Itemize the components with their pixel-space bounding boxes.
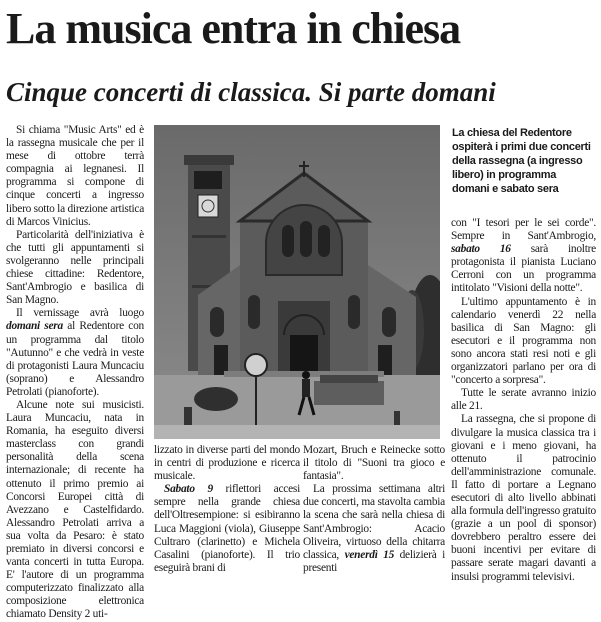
paragraph bbox=[154, 483, 300, 575]
paragraph: Si chiama "Music Arts" ed è la rassegna musicale che per il mese di ottobre terrà compagnia ai legnanesi. Il programma si compone di cinque concerti a ingresso libero sotto la direzione artistica di Marcos Vinicius. bbox=[6, 124, 145, 228]
text-run: riflettori accesi sempre nella grande chiesa dell'Oltresempione: si esibiranno Luca Maggioni (viola), Giuseppe Cultraro (clarinetto) e Michela Casalini (pianoforte). Il trio eseguirà brani di bbox=[154, 483, 300, 574]
paragraph: Mozart, Bruch e Reinecke sotto il titolo di "Suoni tra gioco e fantasia". bbox=[303, 444, 445, 483]
paragraph: Alcune note sui musicisti. Laura Muncaciu, nata in Romania, ha eseguito diversi masterclass con grandi personalità della scena internazionale; di recente ha ottenuto il primo premio ai Concorsi Europei città di Avezzano e Castelfidardo. Alessandro Petrolati arriva a sua volta da Pesaro: è stato premiato in diversi concorsi e vanta concerti in tutta Europa. E' l'autore di un programma computerizzato finalizzato alla composizione elettronica chiamato Density 2 uti- bbox=[6, 398, 144, 621]
paragraph: La rassegna, che si propone di divulgare la musica classica tra i giovani e i meno giovani, ha ottenuto il patrocinio dell'amministrazione comunale. Il fatto di portare a Legnano esecutori di alto livello abbinati alla formula dell'ingresso gratuito (grazie a un pool di sponsor) dovrebbero peraltro essere dei buoni incentivi per evitare di passare serate magari davanti a insulsi programmi televisivi. bbox=[451, 413, 596, 583]
emphasis: venerdì 15 bbox=[344, 548, 395, 561]
paragraph: Tutte le serate avranno inizio alle 21. bbox=[451, 387, 596, 413]
article-column-3 bbox=[303, 444, 445, 575]
paragraph: L'ultimo appuntamento è in calendario venerdì 22 nella basilica di San Magno: gli esecutori e il programma non sono ancora stati resi noti e gli organizzatori parlano per ora di "concerto a sorpresa". bbox=[451, 295, 596, 387]
paragraph bbox=[6, 307, 144, 399]
text-run: La prossima settimana altri due concerti, ma stavolta cambia la scena che sarà nella chiesa di Sant'Ambrogio: Acacio Oliveira, virtuoso della chitarra classica, bbox=[303, 483, 445, 561]
paragraph bbox=[451, 217, 596, 296]
text-run: con "I tesori per le sei corde". Sempre in Sant'Ambrogio, bbox=[451, 217, 596, 243]
church-photo bbox=[154, 125, 440, 439]
article-column-1 bbox=[6, 124, 144, 622]
text-run: Il vernissage avrà luogo bbox=[16, 307, 144, 320]
paragraph: lizzato in diverse parti del mondo in centri di produzione e ricerca musicale. bbox=[154, 444, 300, 483]
paragraph bbox=[303, 483, 445, 575]
text-run: sarà inoltre protagonista il pianista Luciano Cerroni con un programma intitolato "Visioni della notte". bbox=[451, 243, 596, 295]
paragraph: Particolarità dell'iniziativa è che tutti gli appuntamenti si svolgeranno nelle principali chiese cittadine: Redentore, Sant'Ambrogio e basilica di San Magno. bbox=[6, 228, 144, 307]
text-run: al Redentore con un programma dal titolo "Autunno" e che vedrà in veste di protagonisti Laura Muncaciu (soprano) e Alessandro Petrolati (pianoforte). bbox=[6, 320, 144, 398]
emphasis: sabato 16 bbox=[451, 243, 511, 256]
headline: La musica entra in chiesa bbox=[6, 4, 461, 53]
text-run: delizierà i presenti bbox=[303, 548, 445, 574]
article-column-4 bbox=[451, 217, 596, 584]
subheadline: Cinque concerti di classica. Si parte domani bbox=[6, 77, 496, 107]
emphasis: domani sera bbox=[6, 320, 63, 333]
emphasis: Sabato 9 bbox=[164, 483, 213, 496]
article-column-2 bbox=[154, 444, 300, 575]
photo-caption: La chiesa del Redentore ospiterà i primi due concerti della rassegna (a ingresso libero) in programma domani e sabato sera bbox=[452, 127, 591, 195]
